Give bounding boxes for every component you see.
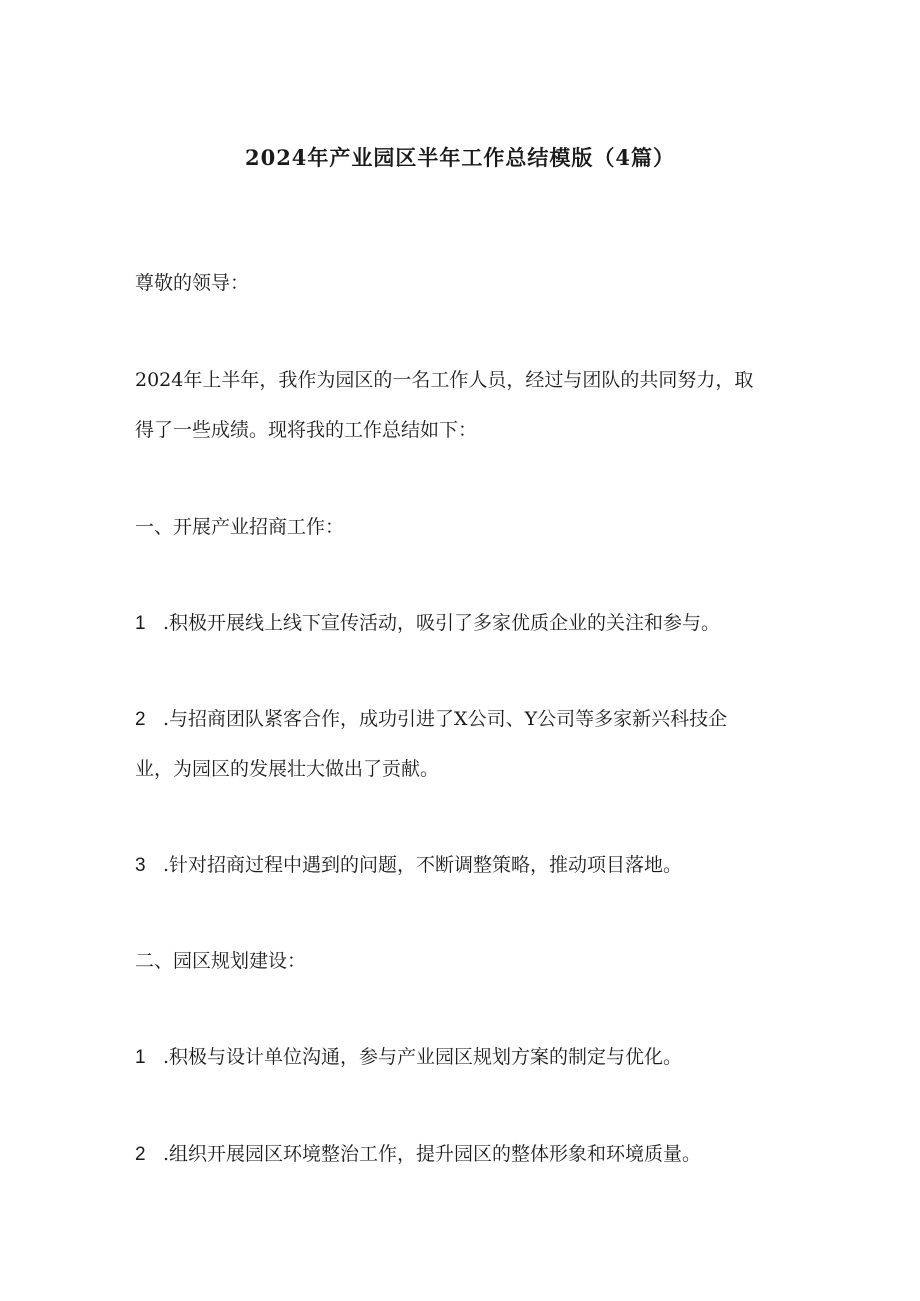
list-item (135, 1127, 795, 1182)
list-item-number: 2 (135, 1144, 146, 1165)
list-item-number: 1 (135, 613, 146, 634)
section-2-heading: 二、园区规划建设： (135, 950, 307, 972)
list-item-continuation: 业，为园区的发展壮大做出了贡献。 (135, 758, 440, 780)
list-item-text: .与招商团队紧客合作，成功引进了X公司、Y公司等多家新兴科技企 (163, 708, 728, 730)
intro-line-2: 得了一些成绩。现将我的工作总结如下： (135, 419, 478, 441)
list-item (135, 1030, 795, 1085)
list-item (135, 692, 795, 747)
list-item (135, 596, 795, 651)
section-1-heading: 一、开展产业招商工作： (135, 516, 345, 538)
list-item-number: 1 (135, 1047, 146, 1068)
list-item (135, 838, 795, 893)
list-item-text: .积极与设计单位沟通，参与产业园区规划方案的制定与优化。 (163, 1046, 683, 1068)
list-item-text: .针对招商过程中遇到的问题，不断调整策略，推动项目落地。 (163, 854, 683, 876)
salutation: 尊敬的领导： (135, 272, 250, 294)
list-item-text: .组织开展园区环境整治工作，提升园区的整体形象和环境质量。 (163, 1143, 702, 1165)
list-item-number: 3 (135, 855, 146, 876)
document-title: 2024年产业园区半年工作总结模版（4篇） (244, 145, 676, 170)
intro-line-1: 2024年上半年，我作为园区的一名工作人员，经过与团队的共同努力，取 (135, 369, 754, 391)
list-item-text: .积极开展线上线下宣传活动，吸引了多家优质企业的关注和参与。 (163, 612, 721, 634)
list-item-number: 2 (135, 709, 146, 730)
